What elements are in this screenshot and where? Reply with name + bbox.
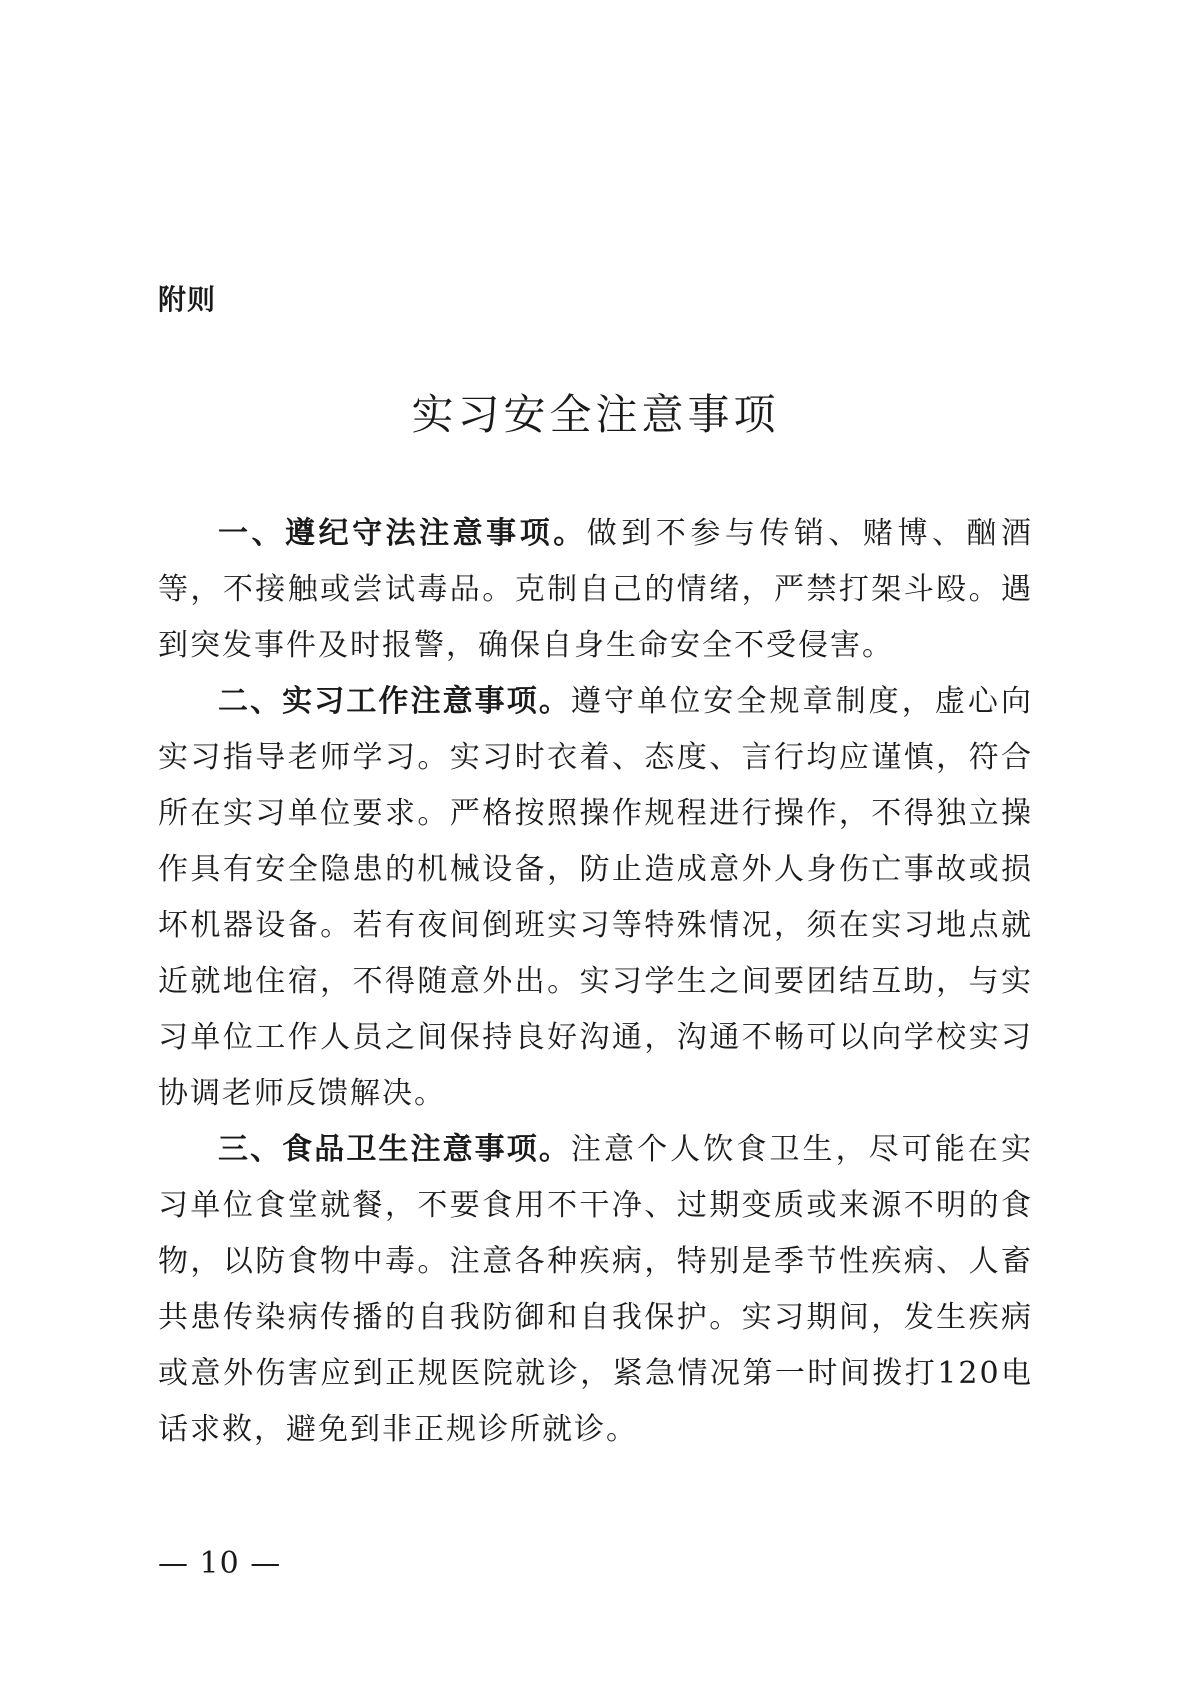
paragraph-text: 遵守单位安全规章制度，虚心向实习指导老师学习。实习时衣着、态度、言行均应谨慎，符合所在实习单位要求。严格按照操作规程进行操作，不得独立操作具有安全隐患的机械设备，防止造成意外人身伤亡事故或损坏机器设备。若有夜间倒班实习等特殊情况，须在实习地点就近就地住宿，不得随意外出。实习学生之间要团结互助，与实习单位工作人员之间保持良好沟通，沟通不畅可以向学校实习协调老师反馈解决。 bbox=[158, 684, 1034, 1111]
paragraph-text: 做到不参与传销、赌博、酗酒等，不接触或尝试毒品。克制自己的情绪，严禁打架斗殴。遇到突发事件及时报警，确保自身生命安全不受侵害。 bbox=[158, 516, 1034, 663]
paragraph-heading: 一、遵纪守法注意事项。 bbox=[218, 516, 587, 551]
attachment-label: 附则 bbox=[158, 283, 217, 316]
paragraph-heading: 三、食品卫生注意事项。 bbox=[218, 1132, 571, 1167]
paragraph-food-hygiene bbox=[158, 1122, 1033, 1458]
paragraph-heading: 二、实习工作注意事项。 bbox=[218, 684, 571, 719]
document-title: 实习安全注意事项 bbox=[411, 390, 780, 439]
paragraph-discipline bbox=[158, 506, 1033, 674]
document-body bbox=[158, 506, 1033, 1458]
paragraph-text: 注意个人饮食卫生，尽可能在实习单位食堂就餐，不要食用不干净、过期变质或来源不明的食物，以防食物中毒。注意各种疾病，特别是季节性疾病、人畜共患传染病传播的自我防御和自我保护。实习期间，发生疾病或意外伤害应到正规医院就诊，紧急情况第一时间拨打120电话求救，避免到非正规诊所就诊。 bbox=[158, 1132, 1034, 1447]
page-number: — 10 — bbox=[158, 1546, 282, 1581]
paragraph-work bbox=[158, 674, 1033, 1122]
